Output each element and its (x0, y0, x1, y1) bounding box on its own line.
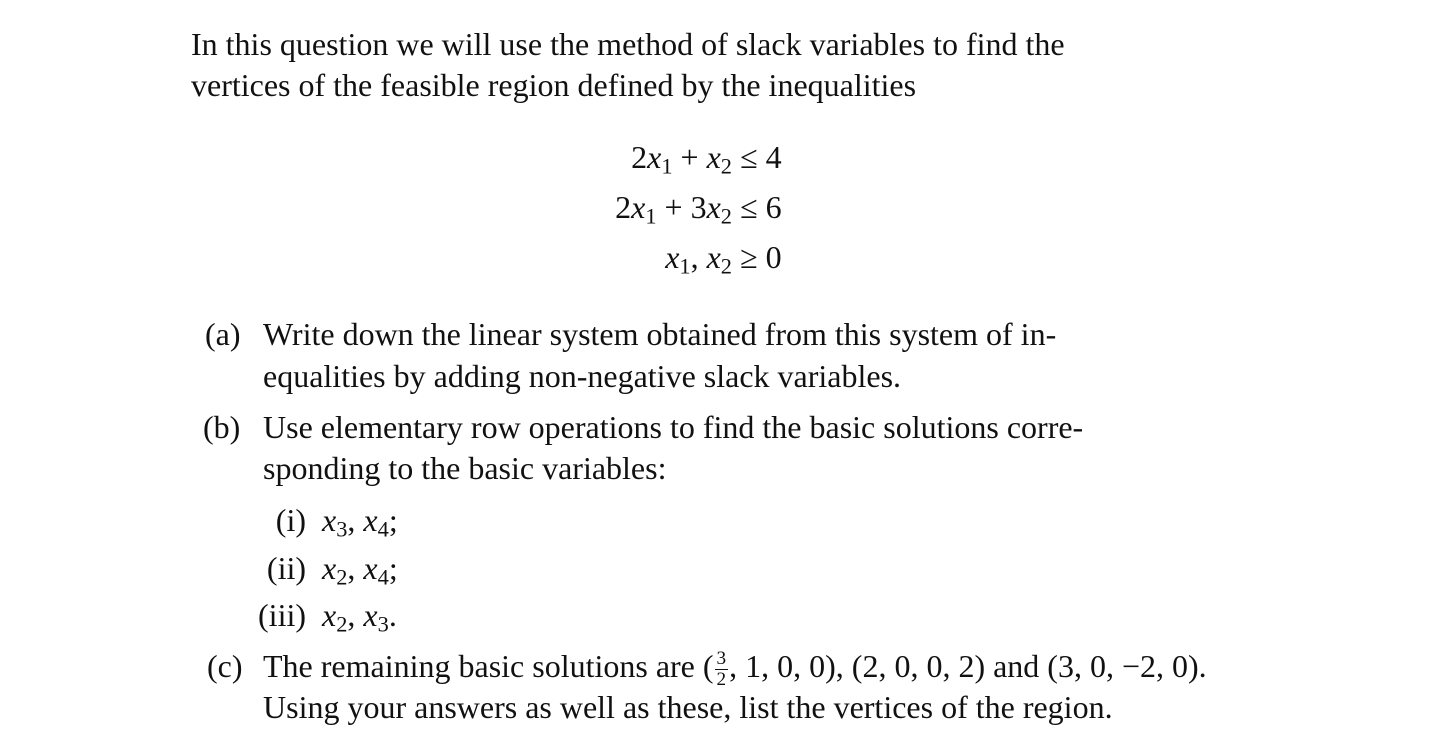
subpart-i-label: (i) (275, 502, 306, 538)
basic-solution-2: (2, 0, 0, 2) (851, 648, 986, 684)
part-c-line-2: Using your answers as well as these, list the vertices of the region. (263, 689, 1113, 725)
subpart-i-variables: $x_3$, $x_4$; (322, 502, 398, 542)
subpart-iii-label: (iii) (258, 597, 306, 633)
intro-line-1: In this question we will use the method of slack variables to find the (191, 26, 1065, 62)
part-b-line-1: Use elementary row operations to find the basic solutions corre- (263, 409, 1084, 445)
part-c-line-1: The remaining basic solutions are ( $\frac{3}{2}$ , 1, 0, 0), (2, 0, 0, 2) and (3, 0, −2, 0). (263, 647, 1207, 691)
inequality-2-lhs: $2x_1 + 3x_2$ (615, 189, 732, 229)
basic-solution-1: ( $\frac{3}{2}$ , 1, 0, 0) (702, 647, 836, 691)
part-b-label: (b) (203, 409, 241, 445)
part-a-line-2: equalities by adding non-negative slack variables. (263, 358, 902, 394)
intro-line-2: vertices of the feasible region defined by the inequalities (191, 67, 917, 103)
part-a-line-1: Write down the linear system obtained from this system of in- (263, 316, 1057, 352)
subpart-ii-variables: $x_2$, $x_4$; (322, 550, 398, 590)
inequality-3-relation: ≥ 0 (740, 239, 782, 275)
subpart-ii-label: (ii) (266, 550, 306, 586)
subpart-iii-variables: $x_2$, $x_3$. (322, 597, 397, 637)
end-punctuation: . (1198, 648, 1207, 684)
inequality-1-lhs: $2x_1 + x_2$ (631, 139, 732, 179)
part-c-label: (c) (207, 648, 243, 684)
part-a-label: (a) (205, 316, 241, 352)
inequality-1-relation: ≤ 4 (740, 139, 782, 175)
part-c-intro-text: The remaining basic solutions are (263, 648, 695, 684)
basic-solution-3: (3, 0, −2, 0) (1047, 648, 1199, 684)
and-connector: and (993, 648, 1040, 684)
part-b-line-2: sponding to the basic variables: (263, 450, 667, 486)
inequality-2-relation: ≤ 6 (740, 189, 782, 225)
inequality-3-lhs: $x_1$, $x_2$ (665, 239, 732, 279)
